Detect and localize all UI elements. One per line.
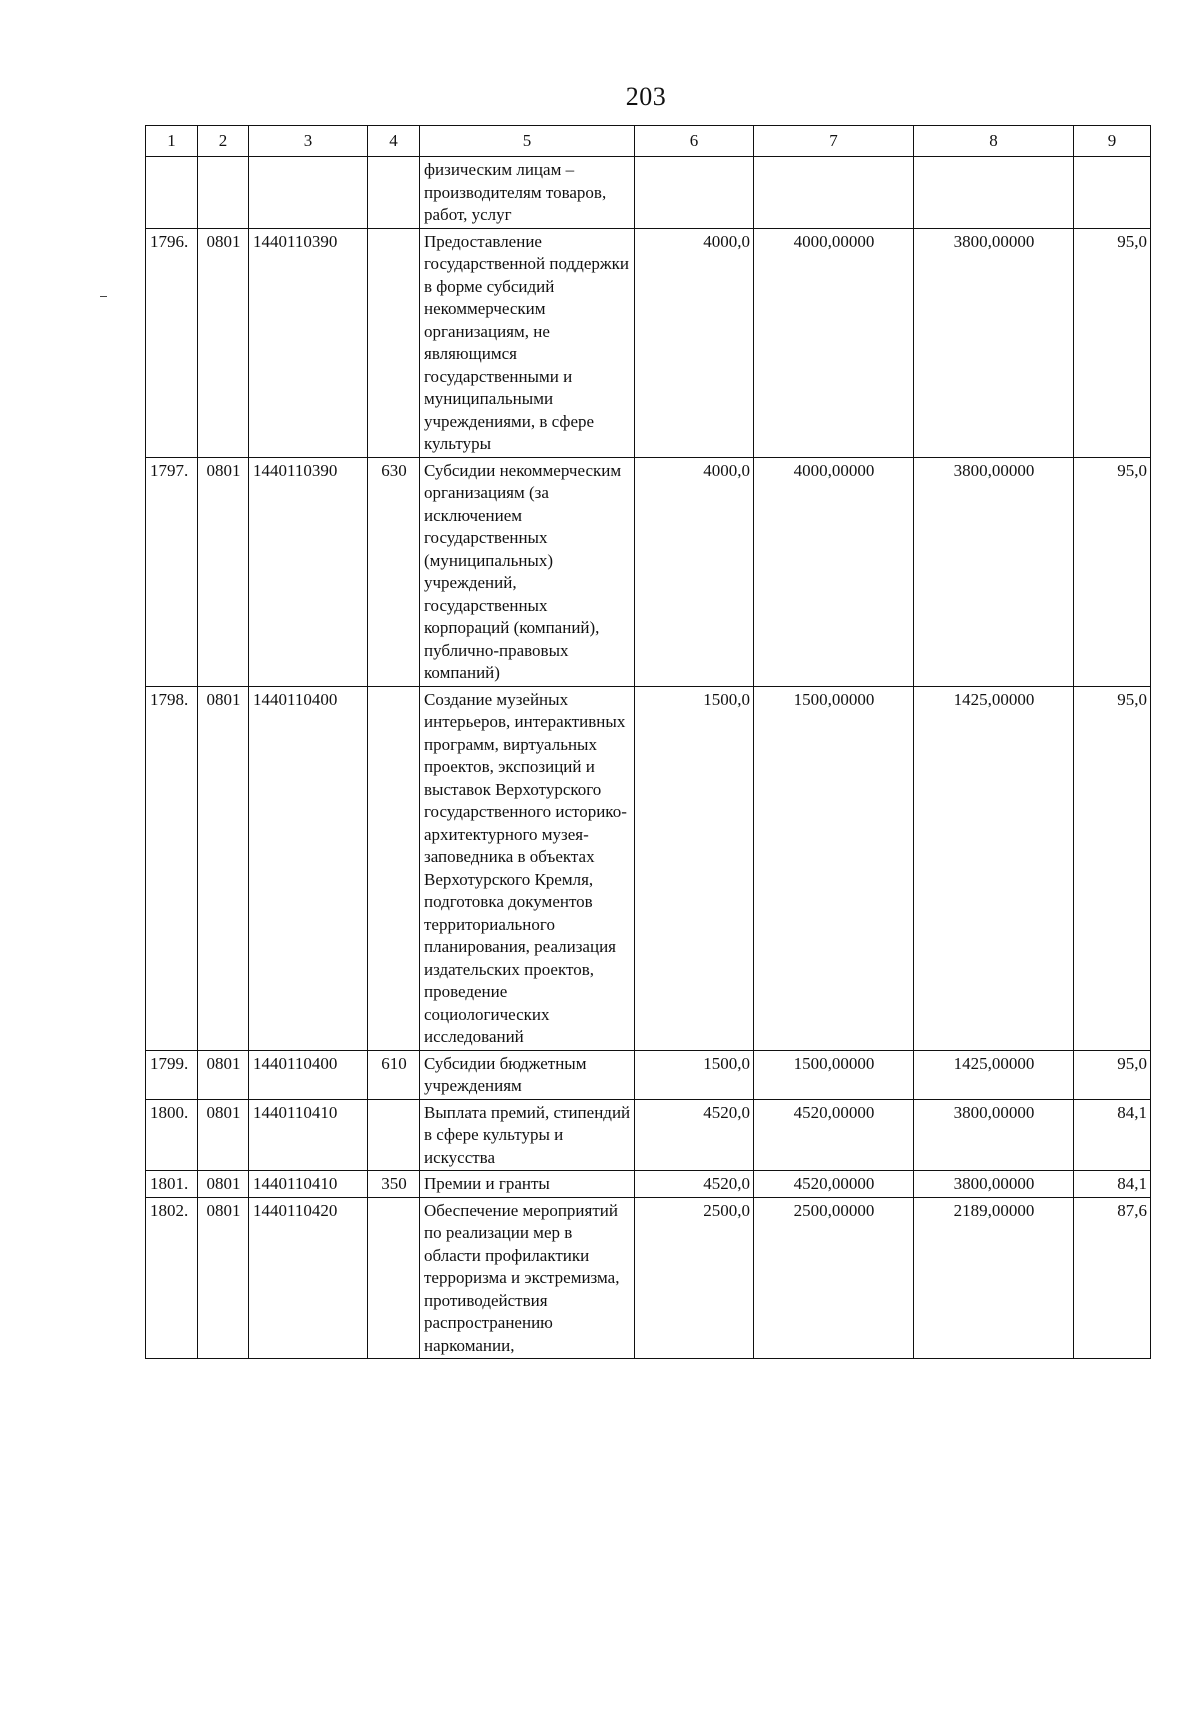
item-name-cell: Премии и гранты	[420, 1171, 635, 1198]
row-number-cell	[146, 157, 198, 229]
row-number-cell: 1799.	[146, 1050, 198, 1099]
item-name-cell: Создание музейных интерьеров, интерактивных программ, виртуальных проектов, экспозиций и выставок Верхотурского государственного историко-архитектурного музея-заповедника в объектах Верхотурского Кремля, подготовка документов территориального планирования, реализация издательских проектов, проведение социологических исследований	[420, 686, 635, 1050]
target-code-cell: 1440110400	[249, 686, 368, 1050]
column-header-3: 3	[249, 126, 368, 157]
execution-percent-cell: 95,0	[1074, 686, 1151, 1050]
approved-amount-cell: 4520,0	[635, 1099, 754, 1171]
row-number-cell: 1796.	[146, 228, 198, 457]
header-row	[146, 126, 1151, 157]
execution-percent-cell: 87,6	[1074, 1197, 1151, 1359]
execution-percent-cell: 95,0	[1074, 457, 1151, 686]
approved-amount-cell: 2500,0	[635, 1197, 754, 1359]
section-code-cell: 0801	[198, 1099, 249, 1171]
column-header-5: 5	[420, 126, 635, 157]
table-row	[146, 1197, 1151, 1359]
section-code-cell: 0801	[198, 457, 249, 686]
revised-amount-cell: 4000,00000	[754, 228, 914, 457]
table-row	[146, 1171, 1151, 1198]
expense-type-cell: 610	[368, 1050, 420, 1099]
column-header-2: 2	[198, 126, 249, 157]
section-code-cell: 0801	[198, 686, 249, 1050]
section-code-cell: 0801	[198, 1171, 249, 1198]
row-number-cell: 1798.	[146, 686, 198, 1050]
executed-amount-cell: 3800,00000	[914, 1099, 1074, 1171]
executed-amount-cell	[914, 157, 1074, 229]
expense-type-cell	[368, 686, 420, 1050]
item-name-cell: Предоставление государственной поддержки в форме субсидий некоммерческим организациям, не являющимся государственными и муниципальными учреждениями, в сфере культуры	[420, 228, 635, 457]
item-name-cell: Субсидии некоммерческим организациям (за исключением государственных (муниципальных) учреждений, государственных корпораций (компаний), публично-правовых компаний)	[420, 457, 635, 686]
expense-type-cell	[368, 157, 420, 229]
row-number-cell: 1800.	[146, 1099, 198, 1171]
revised-amount-cell: 4000,00000	[754, 457, 914, 686]
table-row	[146, 1099, 1151, 1171]
column-header-1: 1	[146, 126, 198, 157]
execution-percent-cell: 84,1	[1074, 1171, 1151, 1198]
executed-amount-cell: 1425,00000	[914, 1050, 1074, 1099]
item-name-cell: Выплата премий, стипендий в сфере культуры и искусства	[420, 1099, 635, 1171]
revised-amount-cell: 4520,00000	[754, 1099, 914, 1171]
column-header-8: 8	[914, 126, 1074, 157]
column-header-6: 6	[635, 126, 754, 157]
item-name-cell: физическим лицам – производителям товаров, работ, услуг	[420, 157, 635, 229]
scan-artifact-mark	[100, 296, 107, 297]
target-code-cell	[249, 157, 368, 229]
row-number-cell: 1797.	[146, 457, 198, 686]
execution-percent-cell: 84,1	[1074, 1099, 1151, 1171]
target-code-cell: 1440110410	[249, 1171, 368, 1198]
revised-amount-cell	[754, 157, 914, 229]
execution-percent-cell: 95,0	[1074, 228, 1151, 457]
row-number-cell: 1802.	[146, 1197, 198, 1359]
section-code-cell: 0801	[198, 1050, 249, 1099]
continuation-row	[146, 157, 1151, 229]
expense-type-cell	[368, 1197, 420, 1359]
row-number-cell: 1801.	[146, 1171, 198, 1198]
approved-amount-cell: 4000,0	[635, 457, 754, 686]
approved-amount-cell: 4520,0	[635, 1171, 754, 1198]
page-number: 203	[625, 82, 667, 111]
item-name-cell: Обеспечение мероприятий по реализации мер в области профилактики терроризма и экстремизма, противодействия распространению наркомании,	[420, 1197, 635, 1359]
target-code-cell: 1440110410	[249, 1099, 368, 1171]
executed-amount-cell: 1425,00000	[914, 686, 1074, 1050]
table-row	[146, 457, 1151, 686]
expense-type-cell: 350	[368, 1171, 420, 1198]
executed-amount-cell: 2189,00000	[914, 1197, 1074, 1359]
target-code-cell: 1440110400	[249, 1050, 368, 1099]
target-code-cell: 1440110390	[249, 457, 368, 686]
item-name-cell: Субсидии бюджетным учреждениям	[420, 1050, 635, 1099]
approved-amount-cell: 1500,0	[635, 1050, 754, 1099]
column-header-7: 7	[754, 126, 914, 157]
execution-percent-cell	[1074, 157, 1151, 229]
executed-amount-cell: 3800,00000	[914, 228, 1074, 457]
revised-amount-cell: 1500,00000	[754, 1050, 914, 1099]
revised-amount-cell: 2500,00000	[754, 1197, 914, 1359]
column-header-4: 4	[368, 126, 420, 157]
approved-amount-cell	[635, 157, 754, 229]
section-code-cell: 0801	[198, 228, 249, 457]
section-code-cell: 0801	[198, 1197, 249, 1359]
revised-amount-cell: 4520,00000	[754, 1171, 914, 1198]
target-code-cell: 1440110420	[249, 1197, 368, 1359]
budget-table	[145, 125, 1151, 1359]
expense-type-cell: 630	[368, 457, 420, 686]
table-row	[146, 1050, 1151, 1099]
execution-percent-cell: 95,0	[1074, 1050, 1151, 1099]
table-row	[146, 228, 1151, 457]
revised-amount-cell: 1500,00000	[754, 686, 914, 1050]
approved-amount-cell: 1500,0	[635, 686, 754, 1050]
table-row	[146, 686, 1151, 1050]
section-code-cell	[198, 157, 249, 229]
expense-type-cell	[368, 228, 420, 457]
approved-amount-cell: 4000,0	[635, 228, 754, 457]
executed-amount-cell: 3800,00000	[914, 1171, 1074, 1198]
expense-type-cell	[368, 1099, 420, 1171]
executed-amount-cell: 3800,00000	[914, 457, 1074, 686]
column-header-9: 9	[1074, 126, 1151, 157]
target-code-cell: 1440110390	[249, 228, 368, 457]
